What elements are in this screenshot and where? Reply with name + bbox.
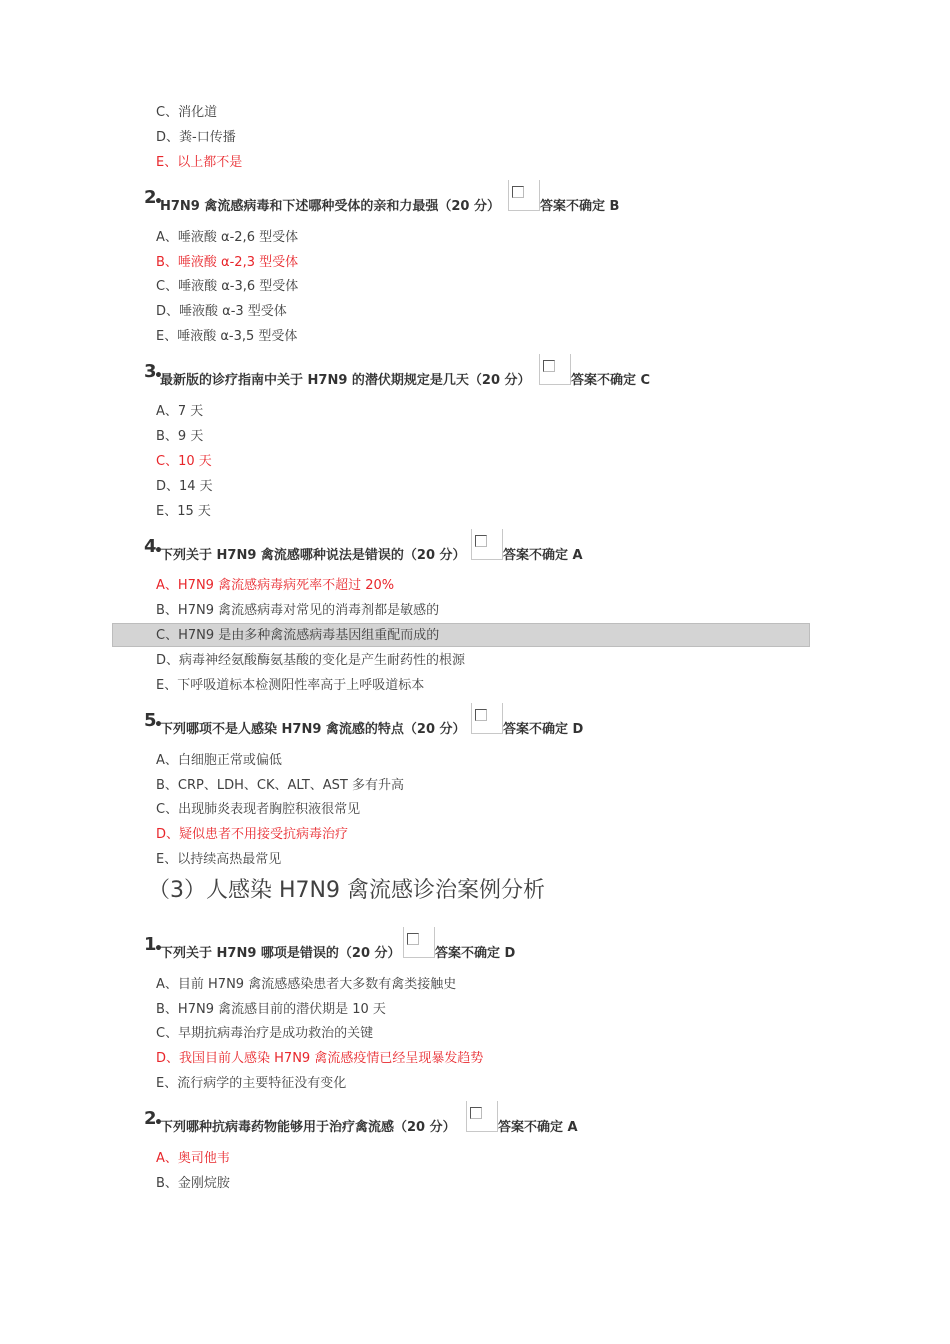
answer-checkbox[interactable] — [508, 180, 540, 211]
q3-option-c: C、10 天 — [156, 454, 212, 469]
question-text: 下列关于 H7N9 哪项是错误的（20 分） — [160, 946, 401, 961]
q2-option-e: E、唾液酸 α-3,5 型受体 — [156, 329, 298, 344]
question-dot: • — [154, 194, 163, 210]
q2-option-a: A、唾液酸 α-2,6 型受体 — [156, 230, 299, 245]
q2-option-d: D、唾液酸 α-3 型受体 — [156, 304, 287, 319]
question-text: 下列关于 H7N9 禽流感哪种说法是错误的（20 分） — [160, 548, 466, 563]
s3q1-option-d: D、我国目前人感染 H7N9 禽流感疫情已经呈现暴发趋势 — [156, 1051, 484, 1066]
q3-option-a: A、7 天 — [156, 404, 204, 419]
answer-note: 答案不确定 D — [503, 722, 584, 737]
q1-option-d: D、粪-口传播 — [156, 130, 236, 145]
question-text: 下列哪项不是人感染 H7N9 禽流感的特点（20 分） — [160, 722, 466, 737]
answer-checkbox[interactable] — [471, 703, 503, 734]
question-dot: • — [154, 941, 163, 957]
answer-note: 答案不确定 C — [571, 373, 651, 388]
q4-option-c: C、H7N9 是由多种禽流感病毒基因组重配而成的 — [156, 628, 440, 643]
s3q1-option-e: E、流行病学的主要特征没有变化 — [156, 1076, 347, 1091]
section-heading: （3）人感染 H7N9 禽流感诊治案例分析 — [148, 878, 545, 903]
s3q2-option-a: A、奥司他韦 — [156, 1151, 230, 1166]
question-number: 4 — [144, 536, 157, 557]
answer-note: 答案不确定 A — [503, 548, 583, 563]
answer-checkbox[interactable] — [471, 529, 503, 560]
answer-checkbox[interactable] — [403, 927, 435, 958]
question-dot: • — [154, 717, 163, 733]
q5-option-b: B、CRP、LDH、CK、ALT、AST 多有升高 — [156, 778, 405, 793]
question-text: 最新版的诊疗指南中关于 H7N9 的潜伏期规定是几天（20 分） — [160, 373, 531, 388]
q5-option-e: E、以持续高热最常见 — [156, 852, 282, 867]
question-text: H7N9 禽流感病毒和下述哪种受体的亲和力最强（20 分） — [160, 199, 500, 214]
answer-note: 答案不确定 D — [435, 946, 516, 961]
q2-option-c: C、唾液酸 α-3,6 型受体 — [156, 279, 299, 294]
q5-option-a: A、白细胞正常或偏低 — [156, 753, 282, 768]
s3q1-option-c: C、早期抗病毒治疗是成功救治的关键 — [156, 1026, 374, 1041]
q2-option-b: B、唾液酸 α-2,3 型受体 — [156, 255, 299, 270]
answer-note: 答案不确定 B — [540, 199, 620, 214]
q3-option-d: D、14 天 — [156, 479, 213, 494]
question-dot: • — [154, 543, 163, 559]
s3q1-option-a: A、目前 H7N9 禽流感感染患者大多数有禽类接触史 — [156, 977, 457, 992]
q3-option-b: B、9 天 — [156, 429, 204, 444]
q4-option-b: B、H7N9 禽流感病毒对常见的消毒剂都是敏感的 — [156, 603, 440, 618]
q5-option-c: C、出现肺炎表现者胸腔积液很常见 — [156, 802, 361, 817]
answer-checkbox[interactable] — [539, 354, 571, 385]
q3-option-e: E、15 天 — [156, 504, 211, 519]
question-dot: • — [154, 1115, 163, 1131]
s3q2-option-b: B、金刚烷胺 — [156, 1176, 230, 1191]
question-number: 1 — [144, 934, 157, 955]
answer-checkbox[interactable] — [466, 1101, 498, 1132]
question-number: 3 — [144, 361, 157, 382]
q4-option-d: D、病毒神经氨酸酶氨基酸的变化是产生耐药性的根源 — [156, 653, 466, 668]
question-text: 下列哪种抗病毒药物能够用于治疗禽流感（20 分） — [160, 1120, 456, 1135]
q4-option-e: E、下呼吸道标本检测阳性率高于上呼吸道标本 — [156, 678, 425, 693]
question-number: 2 — [144, 187, 157, 208]
question-dot: • — [154, 368, 163, 384]
q1-option-e: E、以上都不是 — [156, 155, 243, 170]
q5-option-d: D、疑似患者不用接受抗病毒治疗 — [156, 827, 349, 842]
q4-option-a: A、H7N9 禽流感病毒病死率不超过 20% — [156, 578, 395, 593]
question-number: 2 — [144, 1108, 157, 1129]
answer-note: 答案不确定 A — [498, 1120, 578, 1135]
question-number: 5 — [144, 710, 157, 731]
s3q1-option-b: B、H7N9 禽流感目前的潜伏期是 10 天 — [156, 1002, 386, 1017]
q1-option-c: C、消化道 — [156, 105, 218, 120]
